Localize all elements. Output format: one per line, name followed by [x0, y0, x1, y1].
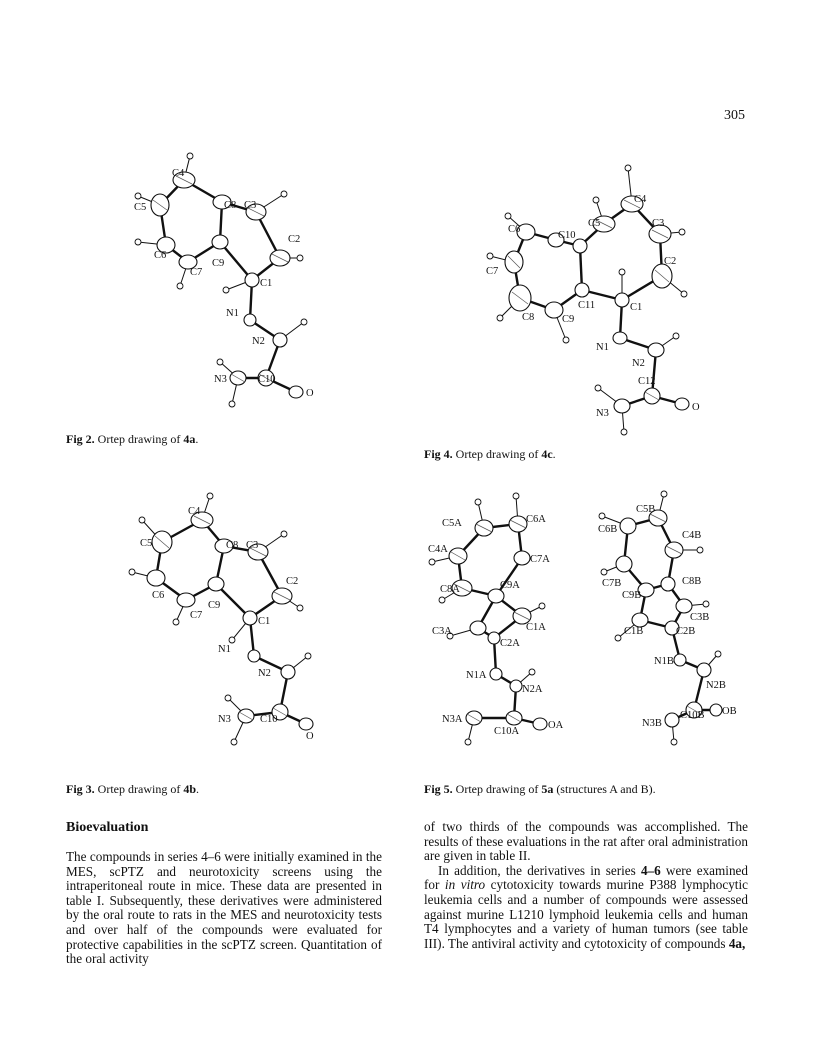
atom-label: OB [722, 706, 737, 717]
atom-label: C7 [190, 610, 203, 621]
atom-label: C9A [500, 580, 520, 591]
atom-label: C5 [134, 202, 147, 213]
atom-label: N3B [642, 718, 662, 729]
paragraph: The compounds in series 4–6 were initially examined in the MES, scPTZ and neurotoxicity screens using the intraperitoneal route in mice. These data are presented in table I. Subsequently, these derivatives were administered by the oral route to rats in the MES and neurotoxicity tests and over half of the compounds were evaluated for protective capabilities in the scPTZ screen. Quantitation of the oral activity [66, 849, 382, 967]
figure-caption-5: Fig 5. Ortep drawing of 5a (structures A and B). [424, 782, 656, 796]
atom-label: C8 [226, 540, 239, 551]
atom-label: C8A [440, 584, 460, 595]
atom-label: N3 [218, 714, 231, 725]
atom-label: C1B [624, 626, 644, 637]
atom-label: C12 [638, 376, 656, 387]
atom-label: C3 [244, 200, 257, 211]
ortep-figure-4b [100, 490, 320, 750]
atom-label: N3 [214, 374, 227, 385]
atom-label: C9 [562, 314, 575, 325]
atom-label: C9 [208, 600, 221, 611]
atom-label: N1 [218, 644, 231, 655]
atom-label: N2 [632, 358, 645, 369]
atom-label: C4 [634, 194, 647, 205]
atom-label: C8 [522, 312, 535, 323]
figure-caption-3: Fig 3. Ortep drawing of 4b. [66, 782, 199, 796]
atom-label: N1 [596, 342, 609, 353]
atom-label: C7 [486, 266, 499, 277]
atom-label: C2 [664, 256, 677, 267]
atom-label: C5 [140, 538, 153, 549]
atom-label: C5 [588, 218, 601, 229]
atom-label: C1 [258, 616, 271, 627]
atom-label: OA [548, 720, 564, 731]
atom-label: C1 [630, 302, 643, 313]
atom-label: N2 [252, 336, 265, 347]
atom-label: C1A [526, 622, 546, 633]
section-heading: Bioevaluation [66, 820, 149, 835]
paragraph: of two thirds of the compounds was accomplished. The results of these evaluations in the rat after oral administration are given in table II. [424, 819, 748, 864]
atom-label: N2 [258, 668, 271, 679]
atom-label: C3 [652, 218, 665, 229]
ortep-figure-4a [128, 150, 328, 410]
atom-label: N1A [466, 670, 487, 681]
atom-label: C11 [578, 300, 596, 311]
atom-label: N3 [596, 408, 609, 419]
atom-label: C10B [680, 710, 705, 721]
atom-label: C6B [598, 524, 618, 535]
left-column [66, 850, 382, 967]
figure-caption-4: Fig 4. Ortep drawing of 4c. [424, 447, 556, 461]
atom-label: C10 [558, 230, 576, 241]
atom-label: C3A [432, 626, 452, 637]
atom-label: C2 [288, 234, 301, 245]
atom-label: C4 [188, 506, 201, 517]
ortep-figure-5a [418, 488, 748, 758]
atom-label: C4A [428, 544, 448, 555]
atom-label: C10 [258, 374, 276, 385]
atom-label: C6A [526, 514, 546, 525]
atom-label: C8 [224, 200, 237, 211]
atom-label: C5A [442, 518, 462, 529]
atom-label: C6 [508, 224, 521, 235]
atom-label: C9B [622, 590, 642, 601]
ortep-figure-4c [470, 160, 710, 440]
atom-label: C5B [636, 504, 656, 515]
atom-label: C2A [500, 638, 520, 649]
paragraph: In addition, the derivatives in series 4–6 were examined for in vitro cytotoxicity towards murine P388 lymphocytic leukemia cells and a number of compounds were assessed against murine L1210 lymphoid leukemia cells and human T4 lymphocytes and a variety of human tumors (see table III). The antiviral activity and cytotoxicity of compounds 4a, [424, 862, 748, 951]
atom-label: C1 [260, 278, 273, 289]
atom-label: C8B [682, 576, 702, 587]
atom-label: C10A [494, 726, 520, 737]
atom-label: N1B [654, 656, 674, 667]
atom-label: O [692, 402, 700, 413]
atom-label: C6 [152, 590, 165, 601]
atom-label: C7 [190, 267, 203, 278]
atom-label: C7A [530, 554, 550, 565]
atom-label: C3 [246, 540, 259, 551]
atom-label: N2B [706, 680, 726, 691]
atom-label: C10 [260, 714, 278, 725]
atom-label: C4 [172, 168, 185, 179]
atom-label: C7B [602, 578, 622, 589]
atom-label: C6 [154, 250, 167, 261]
atom-label: N3A [442, 714, 463, 725]
atom-label: N1 [226, 308, 239, 319]
figure-caption-2: Fig 2. Ortep drawing of 4a. [66, 432, 199, 446]
page-number: 305 [724, 108, 745, 123]
right-column [424, 820, 748, 951]
atom-label: C3B [690, 612, 710, 623]
atom-label: O [306, 731, 314, 742]
atom-label: C2 [286, 576, 299, 587]
atom-label: C9 [212, 258, 225, 269]
atom-label: C4B [682, 530, 702, 541]
atom-label: N2A [522, 684, 543, 695]
atom-label: O [306, 388, 314, 399]
atom-label: C2B [676, 626, 696, 637]
